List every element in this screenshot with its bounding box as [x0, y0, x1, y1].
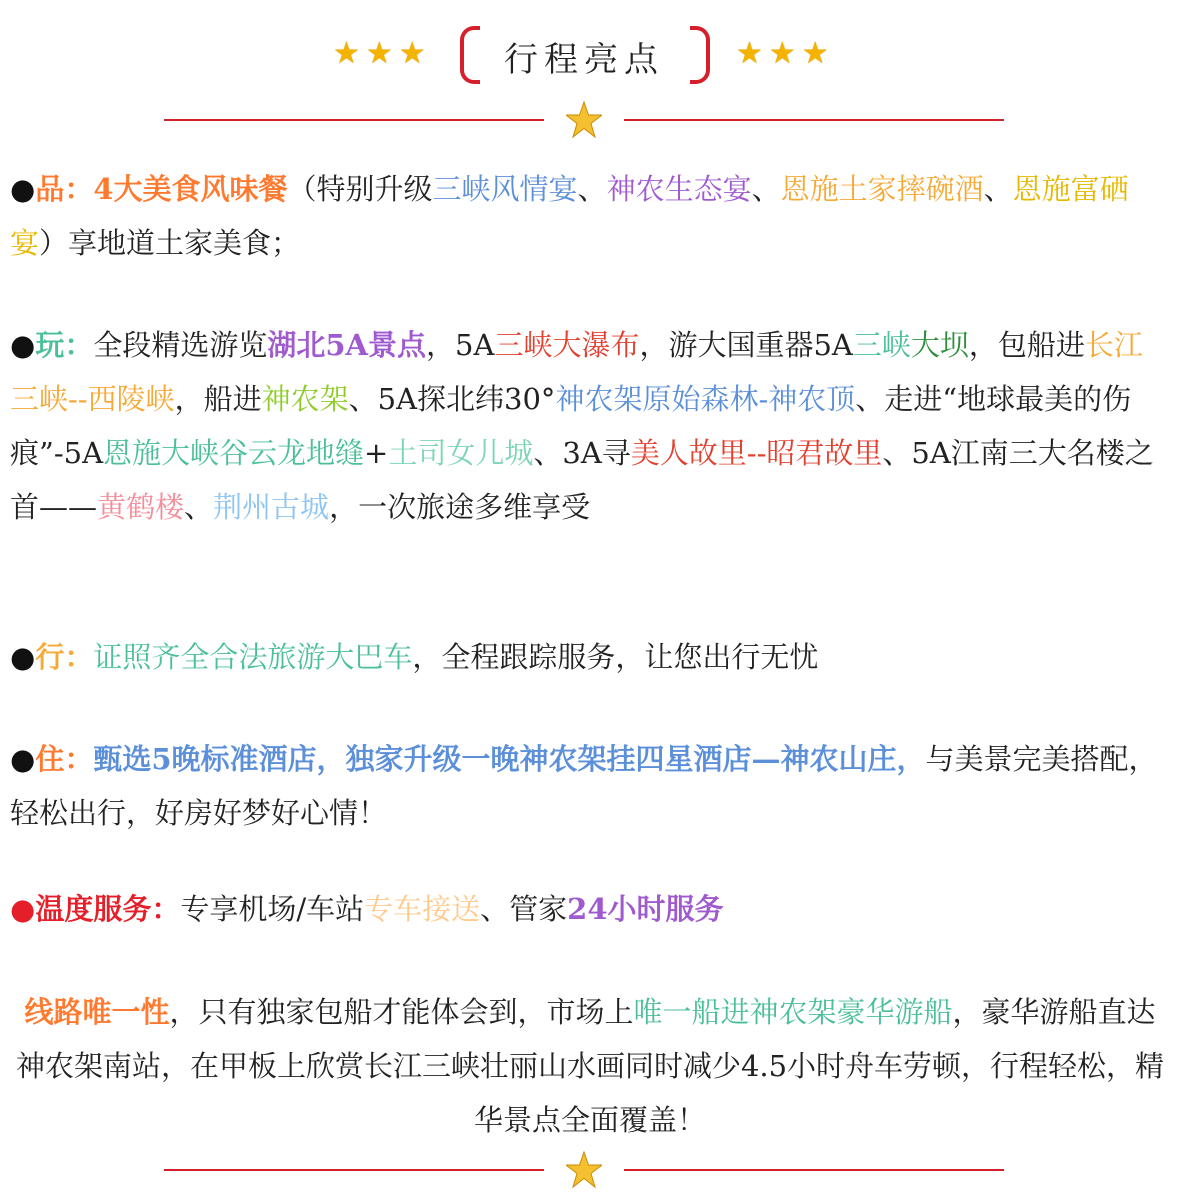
star-icon	[566, 1150, 602, 1190]
text: ，只有独家包船才能体会到，市场上	[169, 995, 634, 1029]
service-label: 温度服务：	[35, 892, 181, 926]
selenium-feast: 恩施富硒宴	[10, 172, 1129, 260]
enshi-canyon: 恩施大峡谷云龙地缝	[103, 436, 365, 470]
text: 、5A探北纬30°	[348, 382, 556, 416]
text: 、5A江南三大名楼之首——	[10, 436, 1154, 524]
travel-label: 行：	[35, 640, 94, 674]
text: +	[364, 436, 389, 470]
food-label: 品：	[35, 172, 94, 206]
hotel-highlight: 甄选5晚标准酒店，独家升级一晚神农架挂四星酒店—神农山庄，	[93, 742, 926, 776]
text: 专享机场/车站	[180, 892, 365, 926]
page-title: 行程亮点	[504, 40, 664, 80]
section-header	[0, 22, 1185, 82]
waterfall: 三峡大瀑布	[494, 328, 640, 362]
divider-line-left	[164, 119, 544, 121]
bullet: ●	[10, 640, 36, 674]
text: 、	[184, 490, 214, 524]
unique-label: 线路唯一性	[24, 995, 170, 1029]
left-bracket	[460, 26, 480, 84]
bullet: ●	[10, 172, 36, 206]
bullet: ●	[10, 892, 36, 926]
sanxia-feast: 三峡风情宴	[432, 172, 578, 206]
shennong-feast: 神农生态宴	[606, 172, 752, 206]
text: ，豪华游船直达神农架南站，在甲板上欣赏长江三峡壮丽山水画同时减少4.5小时舟车劳顿，行程轻松，精华景点全面覆盖！	[15, 995, 1165, 1137]
hubei-5a: 湖北5A景点	[267, 328, 427, 362]
divider-line-left	[164, 1169, 544, 1171]
text: ，全程跟踪服务，让您出行无忧	[412, 640, 819, 674]
service-section	[10, 882, 1170, 936]
text: 、走进“地球最美的伤痕”-5A	[10, 382, 1132, 470]
play-section	[10, 318, 1170, 534]
text: 、	[751, 172, 781, 206]
stars-right: ★★★	[736, 36, 835, 71]
tusi-city: 土司女儿城	[388, 436, 534, 470]
food-highlight: 4大美食风味餐	[93, 172, 288, 206]
text: 、	[577, 172, 607, 206]
text: 、3A寻	[533, 436, 631, 470]
text: ，船进	[174, 382, 262, 416]
text: ）享地道土家美食；	[39, 226, 301, 260]
cruise-highlight: 唯一船进神农架豪华游船	[633, 995, 953, 1029]
food-section	[10, 162, 1170, 270]
text: 、	[983, 172, 1013, 206]
jingzhou-city: 荆州古城	[213, 490, 330, 524]
butler-highlight: 24小时服务	[567, 892, 724, 926]
stay-section	[10, 732, 1170, 840]
dam: 大坝	[910, 328, 969, 362]
sanxia: 三峡	[852, 328, 911, 362]
text: （特别升级	[287, 172, 433, 206]
stars-left: ★★★	[333, 36, 432, 71]
text: ，5A	[426, 328, 495, 362]
travel-section	[10, 630, 1170, 684]
divider-line-right	[624, 119, 1004, 121]
text: ，游大国重器5A	[639, 328, 853, 362]
zhaojun-hometown: 美人故里--昭君故里	[630, 436, 883, 470]
transfer-highlight: 专车接送	[364, 892, 481, 926]
play-label: 玩：	[35, 328, 94, 362]
bullet: ●	[10, 742, 36, 776]
bullet: ●	[10, 328, 36, 362]
text: 全段精选游览	[93, 328, 268, 362]
yellow-crane-tower: 黄鹤楼	[97, 490, 185, 524]
text: ，包船进	[968, 328, 1085, 362]
star-icon	[566, 100, 602, 140]
text: 、管家	[480, 892, 568, 926]
right-bracket	[690, 26, 710, 84]
divider-line-right	[624, 1169, 1004, 1171]
bowl-wine: 恩施土家摔碗酒	[780, 172, 984, 206]
primeval-forest: 神农架原始森林-神农顶	[555, 382, 856, 416]
bus-highlight: 证照齐全合法旅游大巴车	[93, 640, 413, 674]
bottom-divider	[0, 1150, 1185, 1190]
xiling-gorge: 长江三峡--西陵峡	[10, 328, 1143, 416]
text: 与美景完美搭配，轻松出行，好房好梦好心情！	[10, 742, 1158, 830]
top-divider	[0, 100, 1185, 140]
shennongjia: 神农架	[261, 382, 349, 416]
text: ，一次旅途多维享受	[329, 490, 591, 524]
stay-label: 住：	[35, 742, 94, 776]
unique-section	[10, 985, 1170, 1147]
